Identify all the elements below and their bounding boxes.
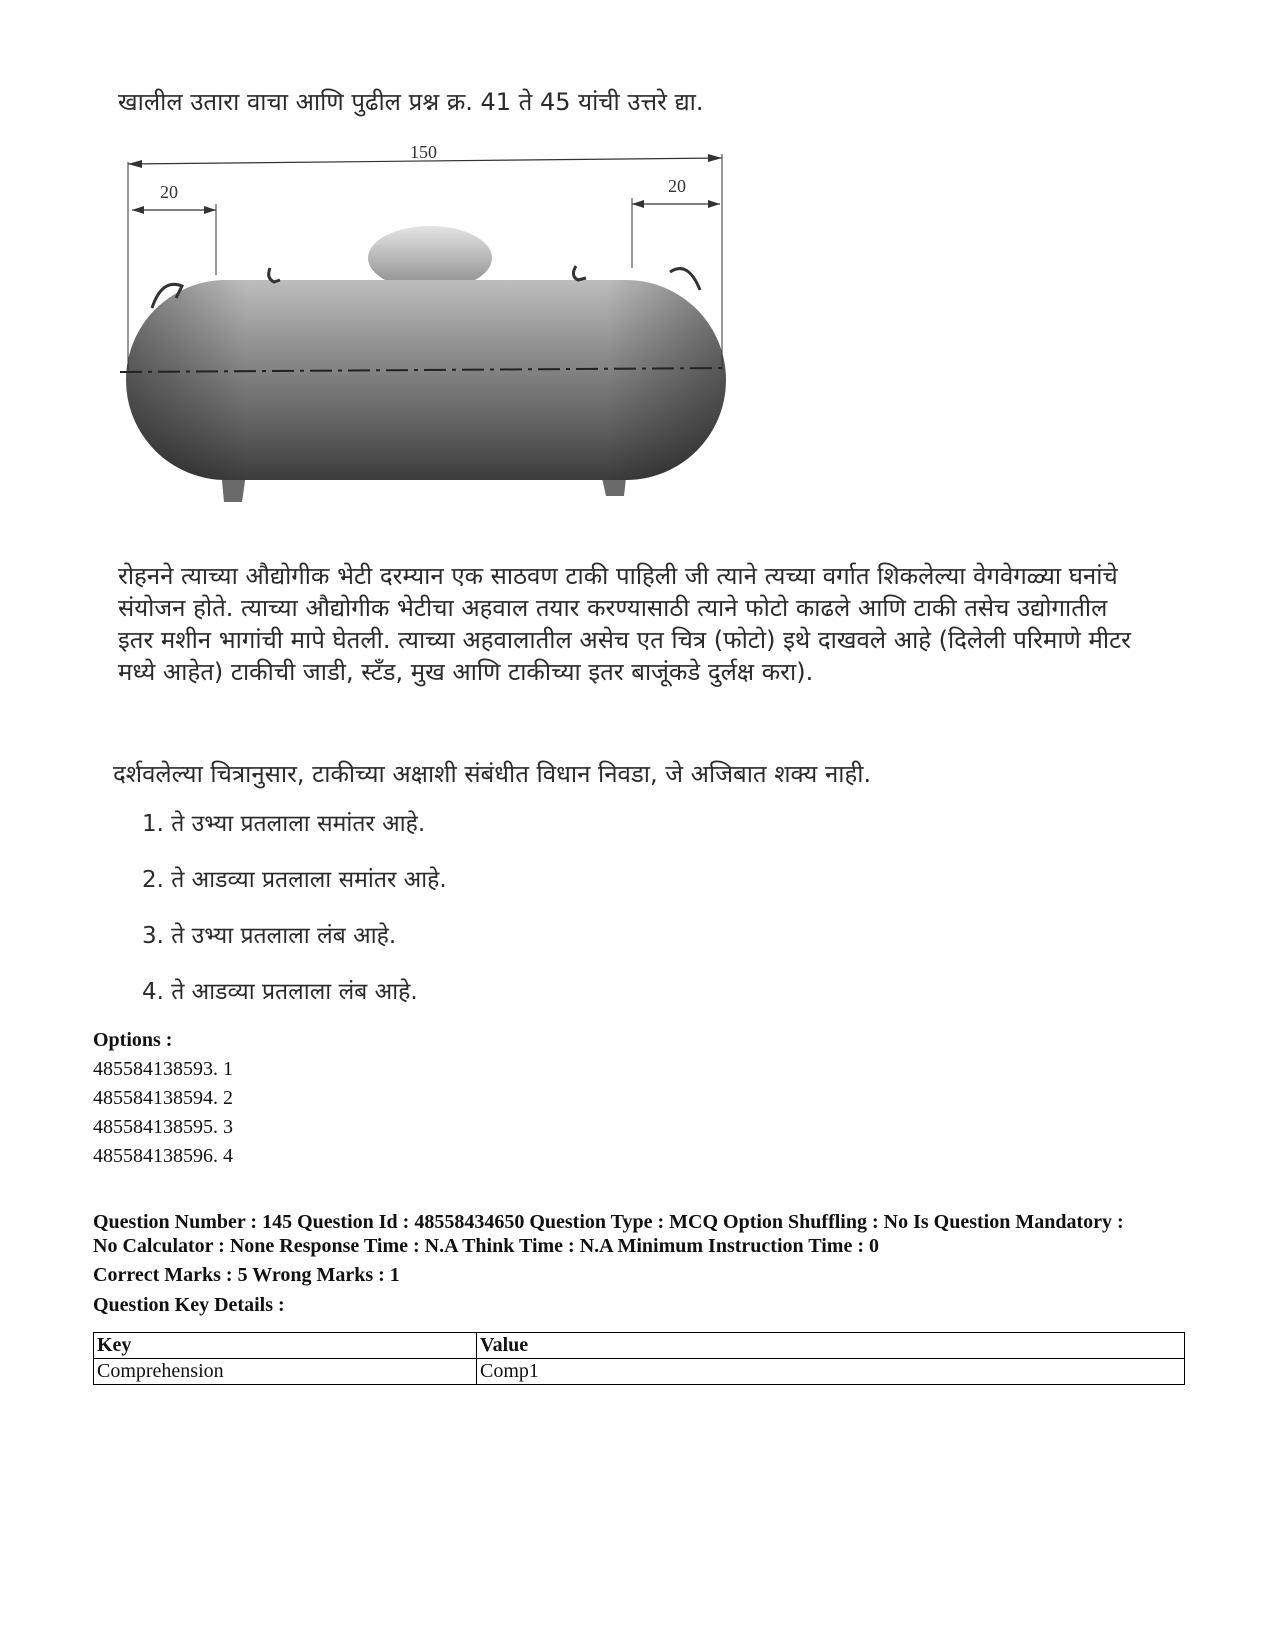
table-row	[94, 1359, 1185, 1385]
passage-line: संयोजन होते. त्याच्या औद्योगीक भेटीचा अहवाल तयार करण्यासाठी त्याने फोटो काढले आणि टाकी तसेच उद्योगातील	[118, 594, 1108, 622]
option-id-line: 485584138596. 4	[93, 1145, 233, 1167]
table-header-value: Value	[477, 1333, 1185, 1359]
table-header-row	[94, 1333, 1185, 1359]
question-meta	[93, 1210, 1124, 1258]
table-header-key: Key	[94, 1333, 477, 1359]
choice-2: 2. ते आडव्या प्रतलाला समांतर आहे.	[142, 867, 447, 893]
passage-paragraph	[118, 560, 1168, 688]
key-details-table	[93, 1332, 1185, 1385]
meta-line-2: No Calculator : None Response Time : N.A Think Time : N.A Minimum Instruction Time : 0	[93, 1235, 879, 1257]
tank-figure	[120, 140, 740, 515]
choice-3: 3. ते उभ्या प्रतलाला लंब आहे.	[142, 923, 397, 949]
option-id-line: 485584138595. 3	[93, 1116, 233, 1138]
option-id-line: 485584138593. 1	[93, 1058, 233, 1080]
table-cell-value: Comp1	[477, 1359, 1185, 1385]
dimension-label-total: 150	[410, 142, 437, 162]
dimension-label-left: 20	[160, 182, 178, 202]
passage-intro: खालील उतारा वाचा आणि पुढील प्रश्न क्र. 41 ते 45 यांची उत्तरे द्या.	[118, 88, 704, 116]
option-id-line: 485584138594. 2	[93, 1087, 233, 1109]
choice-1: 1. ते उभ्या प्रतलाला समांतर आहे.	[142, 811, 426, 837]
table-cell-key: Comprehension	[94, 1359, 477, 1385]
key-details-label: Question Key Details :	[93, 1294, 285, 1316]
question-text: दर्शवलेल्या चित्रानुसार, टाकीच्या अक्षाशी संबंधीत विधान निवडा, जे अजिबात शक्य नाही.	[113, 760, 872, 788]
passage-line: रोहनने त्याच्या औद्योगीक भेटी दरम्यान एक साठवण टाकी पाहिली जी त्याने त्यच्या वर्गात शिकलेल्या वेगवेगळ्या घनांचे	[118, 562, 1118, 590]
meta-line-1: Question Number : 145 Question Id : 48558434650 Question Type : MCQ Option Shuffling : No Is Question Mandatory :	[93, 1211, 1124, 1233]
dimension-label-right: 20	[668, 176, 686, 196]
marks-line: Correct Marks : 5 Wrong Marks : 1	[93, 1264, 400, 1286]
passage-line: इतर मशीन भागांची मापे घेतली. त्याच्या अहवालातील असेच एत चित्र (फोटो) इथे दाखवले आहे (दिलेली परिमाणे मीटर	[118, 626, 1131, 654]
options-label: Options :	[93, 1029, 173, 1051]
passage-line: मध्ये आहेत) टाकीची जाडी, स्टँड, मुख आणि टाकीच्या इतर बाजूंकडे दुर्लक्ष करा).	[118, 658, 814, 686]
options-block	[93, 1026, 233, 1171]
choice-4: 4. ते आडव्या प्रतलाला लंब आहे.	[142, 979, 418, 1005]
